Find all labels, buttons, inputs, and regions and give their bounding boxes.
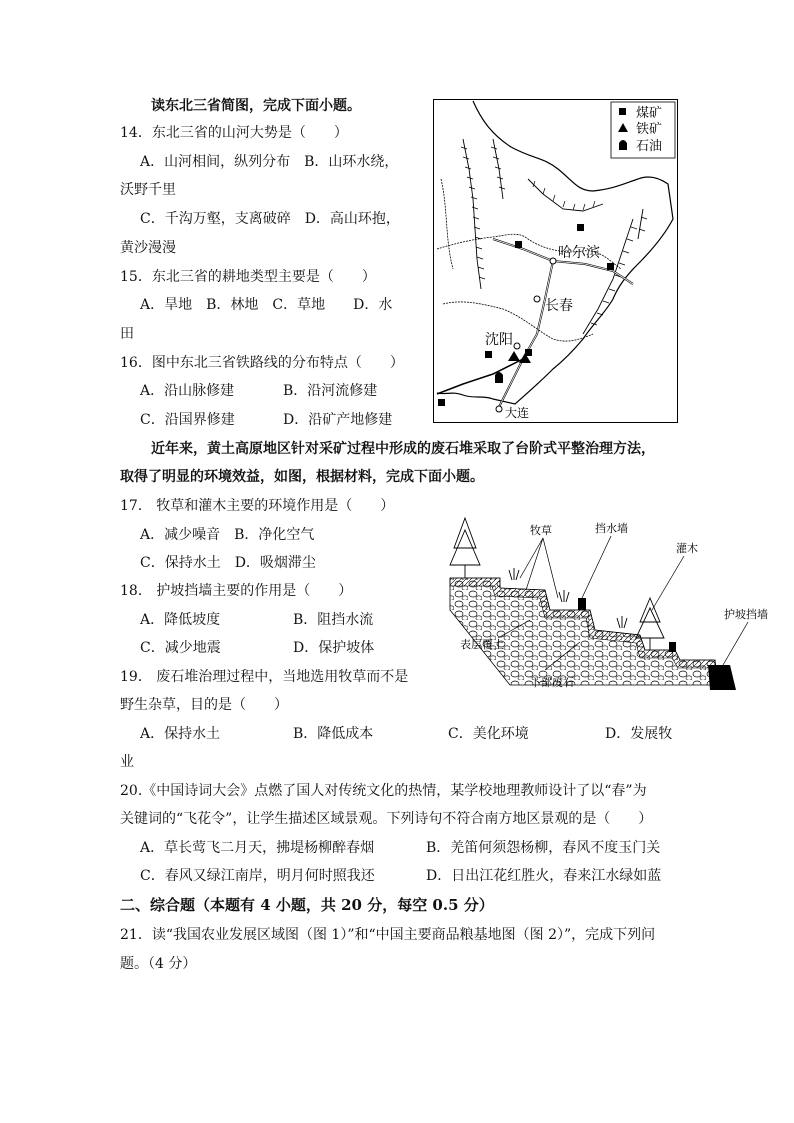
q15-options: A．旱地 B．林地 C．草地 D．水	[140, 297, 393, 313]
intro-loess-line1: 近年来，黄土高原地区针对采矿过程中形成的废石堆采取了台阶式平整治理方法，	[151, 441, 655, 457]
city-dalian: 大连	[505, 406, 530, 420]
q15-stem: 15．东北三省的耕地类型主要是（ ）	[120, 269, 376, 285]
q18-option-b: B．阻挡水流	[293, 612, 374, 628]
city-changchun: 长春	[545, 298, 573, 314]
q17-options-cd: C．保持水土 D．吸烟滞尘	[140, 555, 316, 571]
q18-option-c: C．减少地震	[140, 640, 221, 656]
q19-stem-line2: 野生杂草，目的是（ ）	[120, 697, 288, 713]
legend-coal: 煤矿	[636, 106, 663, 121]
legend-iron: 铁矿	[636, 122, 663, 137]
q18-stem: 18． 护坡挡墙主要的作用是（ ）	[120, 583, 353, 599]
q17-stem: 17． 牧草和灌木主要的环境作用是（ ）	[120, 498, 395, 514]
q15-options-cont: 田	[120, 326, 134, 342]
q19-stem-line1: 19． 废石堆治理过程中，当地选用牧草而不是	[120, 669, 409, 685]
legend-oil: 石油	[636, 139, 663, 154]
q16-option-c: C．沿国界修建	[140, 412, 235, 428]
q20-option-b: B．羌笛何须怨杨柳，春风不度玉门关	[426, 840, 661, 856]
label-retaining-wall: 护坡挡墙	[724, 608, 768, 621]
q20-option-a: A．草长莺飞二月天，拂堤杨柳醉春烟	[140, 840, 375, 856]
q18-option-a: A．降低坡度	[140, 612, 221, 628]
water-wall-icon	[578, 598, 586, 610]
q20-stem-line2: 关键词的“飞花令”，让学生描述区域景观。下列诗句不符合南方地区景观的是（ ）	[120, 811, 653, 827]
q19-option-d: D．发展牧	[605, 726, 673, 742]
terrace-diagram	[440, 510, 780, 690]
q19-option-d-cont: 业	[120, 754, 134, 770]
legend-oil-icon	[619, 140, 627, 150]
legend-coal-icon	[619, 108, 626, 115]
oil-field-icon	[495, 372, 503, 383]
q20-stem-line1: 20.《中国诗词大会》点燃了国人对传统文化的热情，某学校地理教师设计了以“春”为	[120, 783, 647, 799]
q20-option-c: C．春风又绿江南岸，明月何时照我还	[140, 868, 375, 884]
q16-option-a: A．沿山脉修建	[140, 383, 235, 399]
label-shrub: 灌木	[676, 542, 698, 555]
q14-option-d-cont: 黄沙漫漫	[120, 240, 176, 256]
section-title: 二、综合题（本题有 4 小题，共 20 分，每空 0.5 分）	[120, 896, 494, 914]
q14-option-b-cont: 沃野千里	[120, 182, 176, 198]
q14-option-cd: C．千沟万壑，支离破碎 D．高山环抱，	[140, 211, 400, 227]
retaining-wall-icon	[708, 665, 736, 690]
q17-options-ab: A．减少噪音 B．净化空气	[140, 527, 315, 543]
q21-stem-line1: 21．读“我国农业发展区域图（图 1）”和“中国主要商品粮基地图（图 2）”，完成下列问	[120, 927, 656, 943]
q20-option-d: D．日出江花红胜火，春来江水绿如蓝	[426, 868, 662, 884]
q21-stem-line2: 题。（4 分）	[120, 956, 197, 972]
city-harbin: 哈尔滨	[558, 245, 600, 261]
q19-option-c: C．美化环境	[448, 726, 529, 742]
q14-stem: 14．东北三省的山河大势是（ ）	[120, 125, 348, 141]
label-waste-rock: 下部废石	[530, 676, 574, 689]
q19-option-b: B．降低成本	[293, 726, 374, 742]
q16-option-b: B．沿河流修建	[283, 383, 378, 399]
city-shenyang: 沈阳	[485, 332, 513, 348]
northeast-map	[433, 99, 678, 423]
q18-option-d: D．保护坡体	[293, 640, 375, 656]
q16-stem: 16．图中东北三省铁路线的分布特点（ ）	[120, 355, 404, 371]
q14-option-ab: A．山河相间，纵列分布 B．山环水绕，	[140, 154, 399, 170]
label-topsoil: 表层覆土	[460, 638, 504, 651]
label-water-wall: 挡水墙	[595, 522, 628, 535]
intro-loess-line2: 取得了明显的环境效益，如图，根据材料，完成下面小题。	[120, 469, 484, 485]
q16-option-d: D．沿矿产地修建	[283, 412, 393, 428]
q19-option-a: A．保持水土	[140, 726, 221, 742]
label-grass: 牧草	[530, 524, 552, 537]
intro-map: 读东北三省简图，完成下面小题。	[151, 98, 361, 114]
